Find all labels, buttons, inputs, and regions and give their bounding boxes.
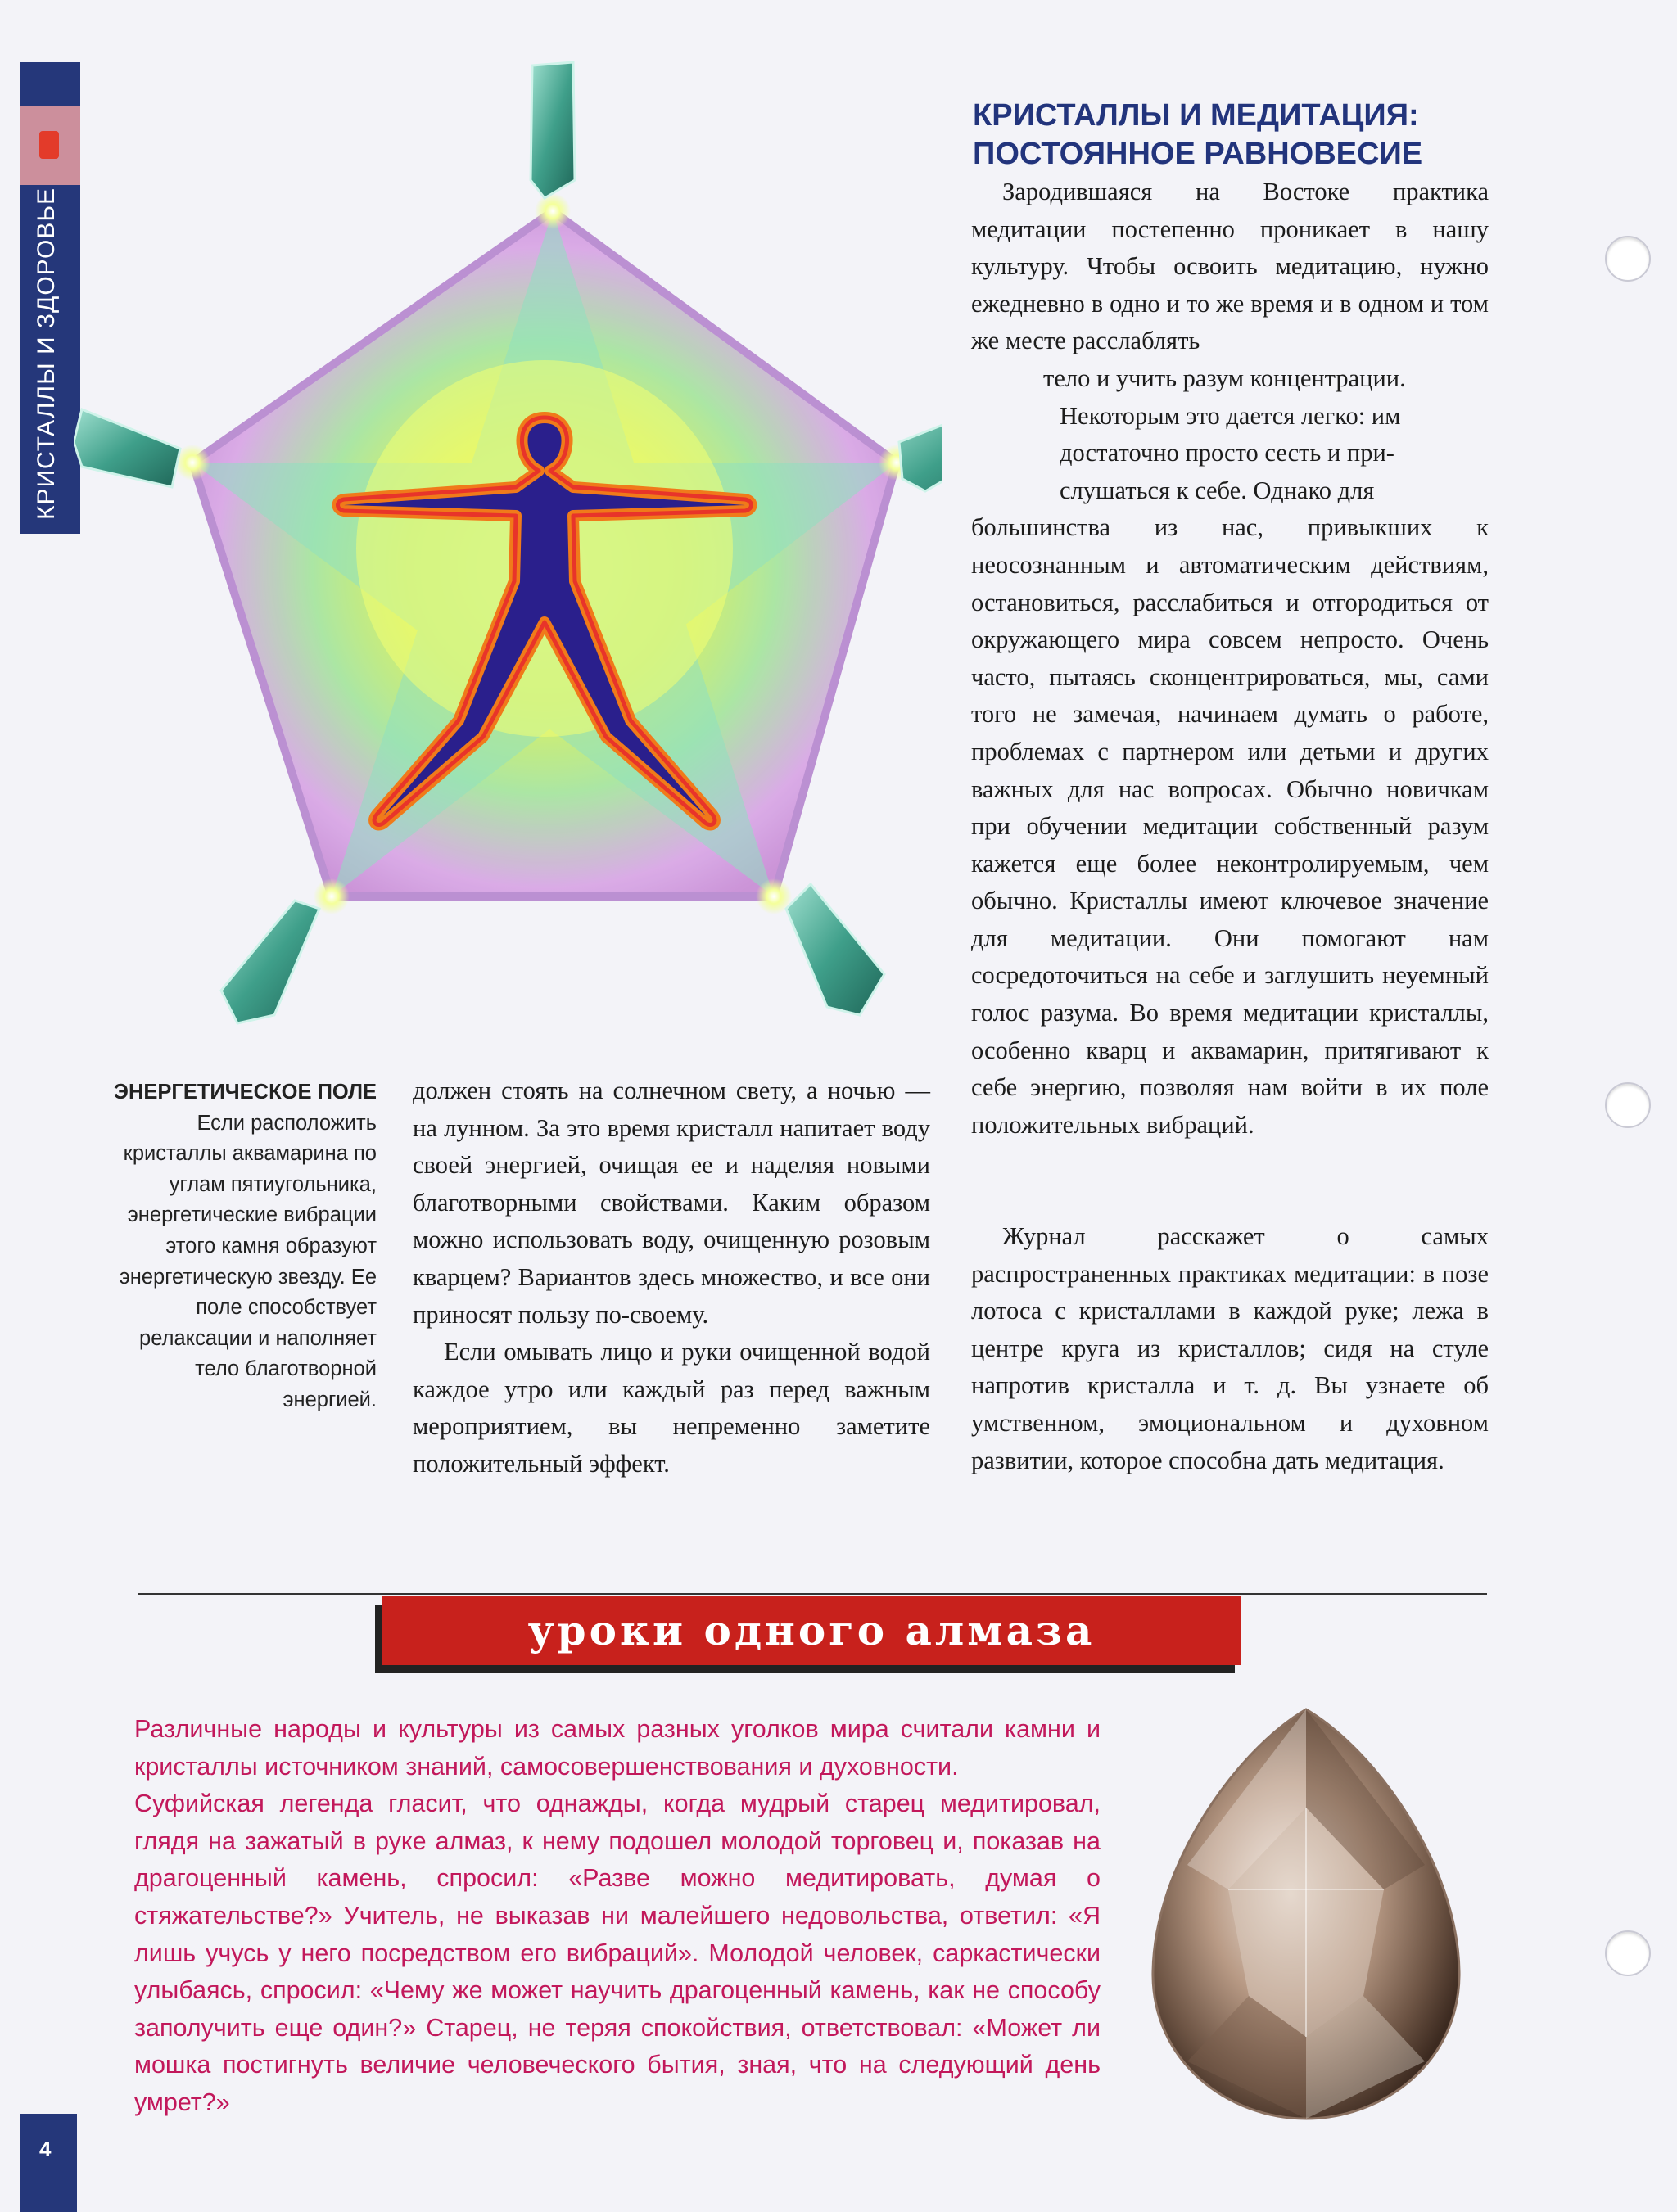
diamond-image <box>1138 1701 1474 2127</box>
page-number: 4 <box>39 2137 52 2161</box>
text-line-wrap: Некоторым это дается легко: им <box>1060 401 1401 430</box>
article-title <box>973 97 1513 174</box>
crystal-icon-right <box>899 400 942 491</box>
article-paragraph: должен стоять на солнечном свету, а ночью — на лунном. За это время кристалл напитает воду своей энергией, очищая ее и наделяя новыми благотворными свойствами. Каким образом можно использовать воду, очищенную розовым кварцем? Вариантов здесь множество, и все они приносят пользу по-своему. <box>413 1077 930 1329</box>
text-run: Зародившаяся на Востоке практика медитации постепенно проникает в нашу культуру. Чтобы освоить медитацию, нужно ежедневно в одно и то же время и в одном и том же месте расслаблять <box>971 178 1489 355</box>
article-right-column-end <box>971 1218 1489 1479</box>
article-title-line2: ПОСТОЯННОЕ РАВНОВЕСИЕ <box>973 137 1423 171</box>
article-right-column <box>971 174 1489 1144</box>
gem-marker-icon <box>39 131 59 159</box>
story-paragraph: Суфийская легенда гласит, что однажды, когда мудрый старец медитировал, глядя на зажатый в руке алмаз, к нему подошел молодой торговец и, показав на драгоценный камень, спросил: «Разве можно медитировать, думая о стяжательстве?» Учитель, не выказав ни малейшего недовольства, ответил: «Я лишь учусь у него посредством его вибраций». Молодой человек, саркастически улыбаясь, спросил: «Чему же может научить драгоценный камень, как не способу заполучить еще один?» Старец, не теряя спокойствия, ответствовал: «Может ли мошка постигнуть величие человеческого бытия, зная, что на следующий день умрет?» <box>134 1790 1101 2116</box>
diamond-story <box>134 1711 1101 2122</box>
binder-hole-middle <box>1605 1082 1651 1128</box>
text-line-wrap: слушаться к себе. Однако для <box>1060 476 1375 504</box>
crystal-icon-bottom-left <box>221 901 319 1023</box>
article-paragraph: большинства из нас, привыкших к неосознанным и автоматическим действиям, остановиться, расслабиться и отгородиться от окружающего мира совсем непросто. Очень часто, пытаясь сконцентрироваться, мы, сами того не замечая, начинаем думать о работе, проблемах с партнером или детьми и других важных для нас вопросах. Обычно новичкам при обучении медитации собственный разум кажется еще более неконтролируемым, чем обычно. Кристаллы имеют ключевое значение для медитации. Они помогают нам сосредоточиться на себе и заглушить неуемный голос разума. Во время медитации кристаллы, особенно кварц и аквамарин, притягивают к себе энергию, позволяя нам войти в их поле положительных вибраций. <box>971 513 1489 1139</box>
caption-title: ЭНЕРГЕТИЧЕСКОЕ ПОЛЕ <box>113 1081 377 1104</box>
illustration-caption <box>102 1077 377 1416</box>
energy-star-illustration <box>74 57 942 1040</box>
crystal-icon-bottom-right <box>786 884 884 1015</box>
text-line-wrap: тело и учить разум концентрации. <box>1043 363 1406 392</box>
article-title-line1: КРИСТАЛЛЫ И МЕДИТАЦИЯ: <box>973 98 1419 133</box>
caption-text: Если расположить кристаллы аквамарина по углам пятиугольника, энергетические вибрации этого камня образуют энергетическую звезду. Ее поле способствует релаксации и наполняет тело благотворной энергией. <box>119 1111 377 1411</box>
story-banner-title: уроки одного алмаза <box>527 1606 1096 1654</box>
section-label: КРИСТАЛЛЫ И ЗДОРОВЬЕ <box>33 187 60 520</box>
page-number-tab <box>20 2114 77 2212</box>
crystal-icon-left <box>74 409 180 487</box>
article-middle-column <box>413 1072 930 1483</box>
crystal-icon-top <box>531 62 575 198</box>
text-line-wrap: достаточно просто сесть и при- <box>1060 439 1394 467</box>
binder-hole-bottom <box>1605 1930 1651 1976</box>
article-paragraph: Если омывать лицо и руки очищенной водой каждое утро или каждый раз перед важным мероприятием, вы непременно заметите положительный эффект. <box>413 1338 930 1478</box>
section-divider <box>138 1593 1487 1595</box>
story-paragraph: Различные народы и культуры из самых разных уголков мира считали камни и кристаллы источником знаний, самосовершенствования и духовности. <box>134 1715 1101 1781</box>
binder-hole-top <box>1605 236 1651 282</box>
article-paragraph <box>971 174 1489 360</box>
article-paragraph: Журнал расскажет о самых распространенных практиках медитации: в позе лотоса с кристаллами в каждой руке; лежа в центре круга из кристаллов; сидя на стуле напротив кристалла и т. д. Вы узнаете об умственном, эмоциональном и духовном развитии, которое способна дать медитация. <box>971 1222 1489 1474</box>
